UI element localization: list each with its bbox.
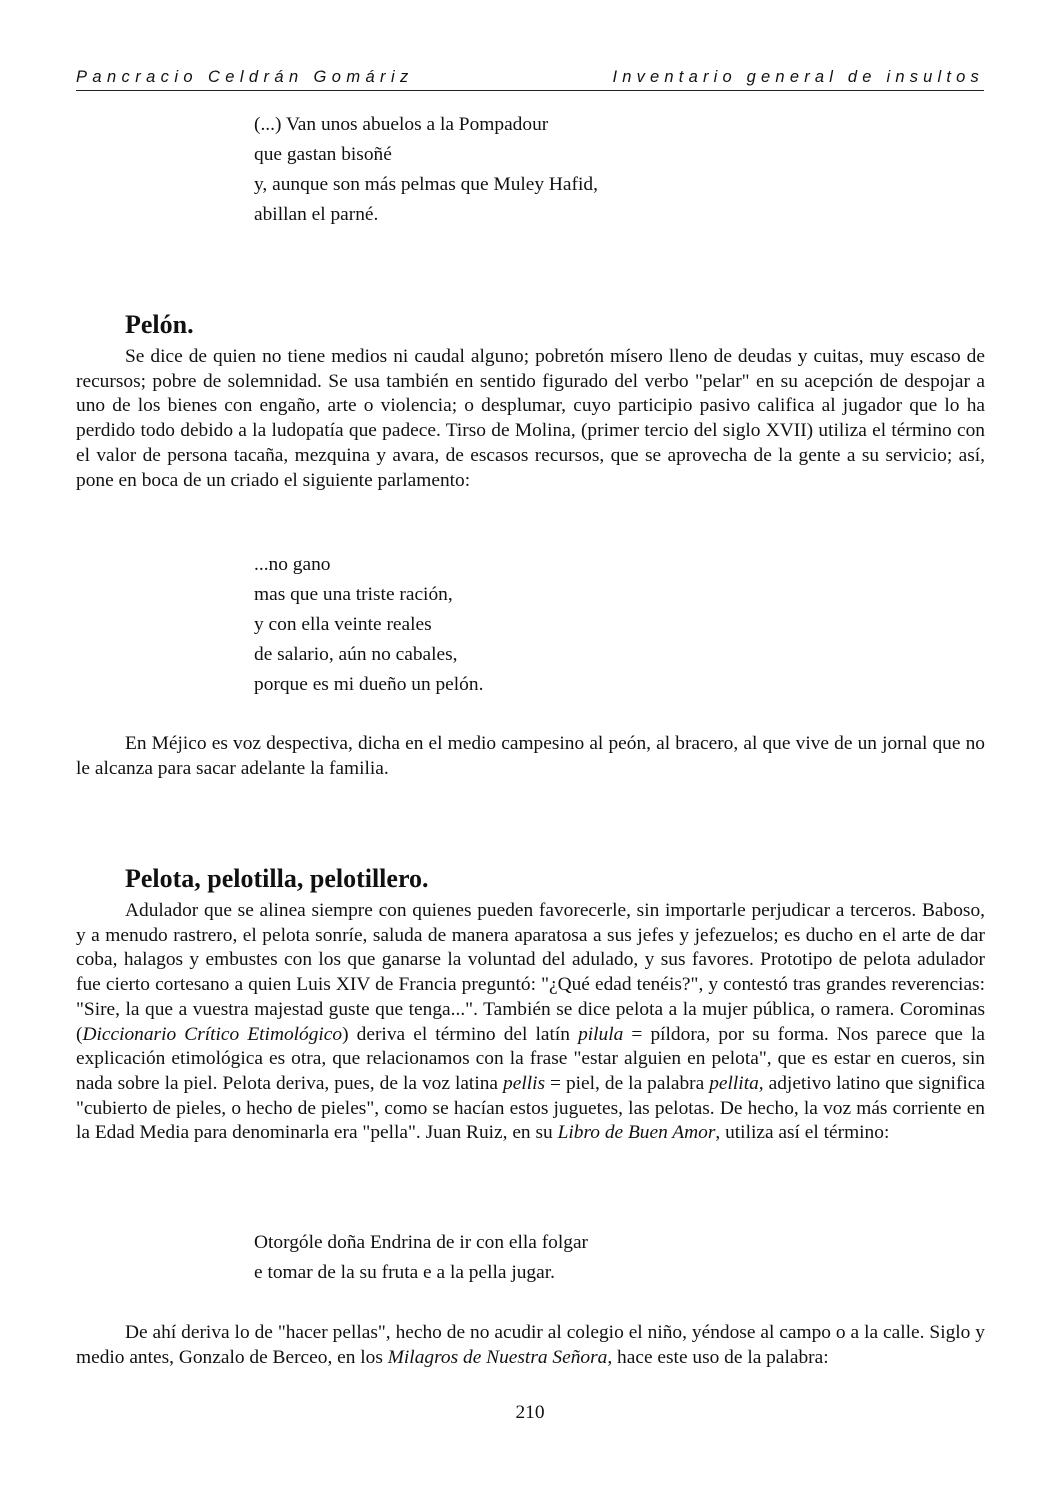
- verse-line: mas que una triste ración,: [254, 584, 453, 605]
- verse-line: porque es mi dueño un pelón.: [254, 674, 484, 695]
- text-run: De ahí deriva lo de "hacer pellas", hecho de no acudir al colegio el niño, yéndose al campo o a la calle. Siglo y medio antes, Gonzalo de Berceo, en los: [76, 1322, 985, 1368]
- verse-line: de salario, aún no cabales,: [254, 644, 458, 665]
- italic-book-title: Libro de Buen Amor: [557, 1122, 716, 1144]
- entry-paragraph-pelon-mejico: [76, 732, 985, 781]
- header-author: Pancracio Celdrán Gomáriz: [76, 68, 414, 86]
- header-book-title: Inventario general de insultos: [612, 68, 984, 86]
- text-run: , adjetivo latino que significa "cubierto de pieles, o hecho de pieles", como se hacían estos juguetes, las pelotas. De hecho, la voz más corriente en la Edad Media para denominarla era "pella". Juan Ruiz, en su: [76, 1072, 986, 1144]
- verse-block-pelota: [254, 1228, 588, 1288]
- verse-block-pelon: [254, 550, 483, 700]
- running-header: [76, 68, 984, 91]
- verse-line: Otorgóle doña Endrina de ir con ella folgar: [254, 1232, 589, 1253]
- verse-line: e tomar de la su fruta e a la pella jugar.: [254, 1262, 555, 1283]
- paragraph-text: [76, 1321, 985, 1370]
- entry-paragraph-pelota: [76, 899, 985, 1146]
- entry-heading-pelota: Pelota, pelotilla, pelotillero.: [125, 864, 429, 893]
- verse-line: que gastan bisoñé: [254, 144, 392, 165]
- italic-latin-word: pellita: [709, 1072, 759, 1094]
- text-run: , utiliza así el término:: [715, 1122, 890, 1144]
- text-run: , hace este uso de la palabra:: [607, 1346, 829, 1368]
- entry-paragraph-pelota-pellas: [76, 1321, 985, 1370]
- paragraph-text: [76, 899, 985, 1146]
- text-run: Adulador que se alinea siempre con quienes pueden favorecerle, sin importarle perjudicar a terceros. Baboso, y a menudo rastrero, el pelota sonríe, saluda de manera aparatosa a sus jefes y jefezuelos; es ducho en el arte de dar coba, halagos y embustes con los que ganarse la voluntad del adulado, y sus favores. Prototipo de pelota adulador fue cierto cortesano a quien Luis XIV de Francia preguntó: "¿Qué edad tenéis?", y contestó tras grandes reverencias: "Sire, la que a vuestra majestad guste que tenga...". También se dice pelota a la mujer pública, o ramera. Corominas (: [76, 900, 985, 1045]
- verse-line: abillan el parné.: [254, 204, 379, 225]
- italic-book-title: Milagros de Nuestra Señora: [387, 1346, 608, 1368]
- verse-line: y con ella veinte reales: [254, 614, 432, 635]
- verse-line: (...) Van unos abuelos a la Pompadour: [254, 114, 549, 135]
- verse-line: ...no gano: [254, 554, 331, 575]
- paragraph-text: En Méjico es voz despectiva, dicha en el medio campesino al peón, al bracero, al que vive de un jornal que no le alcanza para sacar adelante la familia.: [76, 733, 985, 779]
- text-run: = píldora, por su forma. Nos parece que la explicación etimológica es otra, que relacionamos con la frase "estar alguien en pelota", que es estar en cueros, sin nada sobre la piel. Pelota deriva, pues, de la voz latina: [76, 1023, 985, 1094]
- text-run: = piel, de la palabra: [545, 1072, 710, 1094]
- italic-latin-word: pilula: [578, 1023, 624, 1045]
- entry-heading-pelon: Pelón.: [125, 310, 194, 339]
- verse-line: y, aunque son más pelmas que Muley Hafid,: [254, 174, 598, 195]
- page-number: 210: [515, 1402, 545, 1423]
- italic-latin-word: pellis: [503, 1072, 546, 1094]
- entry-paragraph-pelon: [76, 345, 985, 493]
- italic-book-title: Diccionario Crítico Etimológico: [82, 1023, 343, 1045]
- text-run: ) deriva el término del latín: [342, 1023, 579, 1045]
- verse-block-top: [254, 110, 598, 230]
- paragraph-text: Se dice de quien no tiene medios ni caudal alguno; pobretón mísero lleno de deudas y cuitas, muy escaso de recursos; pobre de solemnidad. Se usa también en sentido figurado del verbo "pelar" en su acepción de despojar a uno de los bienes con engaño, arte o violencia; o desplumar, cuyo participio pasivo califica al jugador que lo ha perdido todo debido a la ludopatía que padece. Tirso de Molina, (primer tercio del siglo XVII) utiliza el término con el valor de persona tacaña, mezquina y avara, de escasos recursos, que se aprovecha de la gente a su servicio; así, pone en boca de un criado el siguiente parlamento:: [76, 346, 985, 491]
